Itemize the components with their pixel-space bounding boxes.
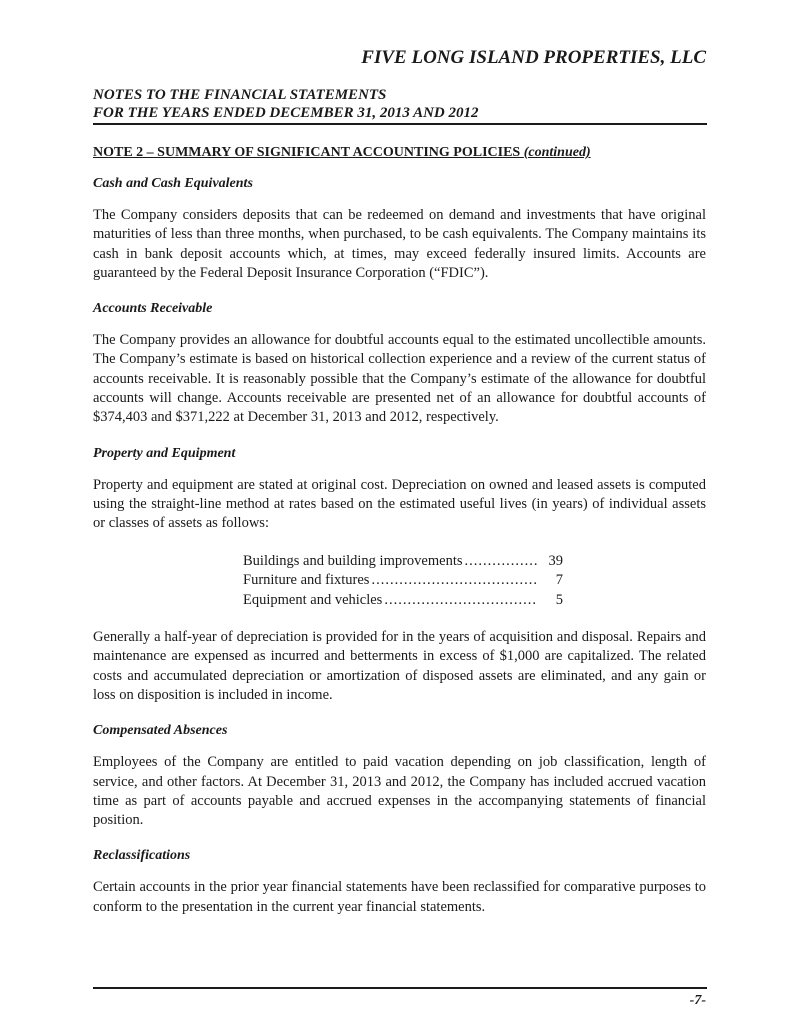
notes-content — [93, 145, 706, 935]
dot-leader — [384, 591, 537, 611]
section-text-receivable: The Company provides an allowance for doubtful accounts equal to the estimated uncollectible amounts. The Company’s estimate is based on historical collection experience and a review of the current status of accounts receivable. It is reasonably possible that the Company’s estimate of the allowance for doubtful accounts will change. Accounts receivable are presented net of an allowance for doubtful accounts of $374,403 and $371,222 at December 31, 2013 and 2012, respectively. — [93, 332, 706, 426]
section-title-absences: Compensated Absences — [93, 723, 228, 739]
section-title-receivable: Accounts Receivable — [93, 301, 213, 317]
section-text-reclassifications: Certain accounts in the prior year financial statements have been reclassified for comparative purposes to conform to the presentation in the current year financial statements. — [93, 879, 706, 915]
section-title-reclassifications: Reclassifications — [93, 848, 191, 864]
useful-life-years: 7 — [555, 572, 563, 589]
dot-leader — [371, 571, 537, 591]
section-text-property: Property and equipment are stated at original cost. Depreciation on owned and leased assets is computed using the straight-line method at rates based on the estimated useful lives (in years) of individual assets or classes of assets as follows: — [93, 476, 706, 532]
subheading-line-2: FOR THE YEARS ENDED DECEMBER 31, 2013 AND 2012 — [93, 105, 479, 121]
section-text-absences: Employees of the Company are entitled to paid vacation depending on job classification, length of service, and other factors. At December 31, 2013 and 2012, the Company has included accrued vacation time as part of accounts payable and accrued expenses in the accompanying statements of financial position. — [93, 754, 706, 829]
subheading-line-1: NOTES TO THE FINANCIAL STATEMENTS — [93, 87, 387, 103]
useful-lives-row — [243, 591, 563, 611]
dot-leader — [465, 552, 537, 572]
note-title-main: NOTE 2 – SUMMARY OF SIGNIFICANT ACCOUNTING POLICIES — [93, 145, 524, 160]
section-text-cash: The Company considers deposits that can be redeemed on demand and investments that have original maturities of less than three months, when purchased, to be cash equivalents. The Company maintains its cash in bank deposit accounts which, at times, may exceed federally insured limits. Accounts are guaranteed by the Federal Deposit Insurance Corporation (“FDIC”). — [93, 207, 706, 281]
useful-life-years: 5 — [555, 591, 563, 608]
header-divider — [93, 123, 707, 125]
useful-lives-row — [243, 552, 563, 572]
note-title-continued: (continued) — [523, 145, 591, 160]
footer-divider — [93, 987, 707, 989]
section-title-property: Property and Equipment — [93, 445, 236, 461]
note-title — [93, 145, 706, 161]
asset-class-label: Furniture and fixtures — [243, 572, 370, 589]
asset-class-label: Buildings and building improvements — [243, 552, 463, 569]
page-number: -7- — [689, 993, 706, 1008]
section-title-cash: Cash and Cash Equivalents — [93, 176, 253, 191]
useful-life-years: 39 — [548, 552, 563, 569]
statement-subheading — [93, 86, 479, 122]
company-name: FIVE LONG ISLAND PROPERTIES, LLC — [361, 47, 706, 68]
asset-class-label: Equipment and vehicles — [243, 591, 383, 608]
useful-lives-table — [243, 552, 563, 611]
section-text-depreciation: Generally a half-year of depreciation is provided for in the years of acquisition and disposal. Repairs and maintenance are expensed as incurred and betterments in excess of $1,000 are capitalized. The related costs and accumulated depreciation or amortization of disposed assets are eliminated, and any gain or loss on disposition is included in income. — [93, 629, 706, 703]
useful-lives-row — [243, 571, 563, 591]
